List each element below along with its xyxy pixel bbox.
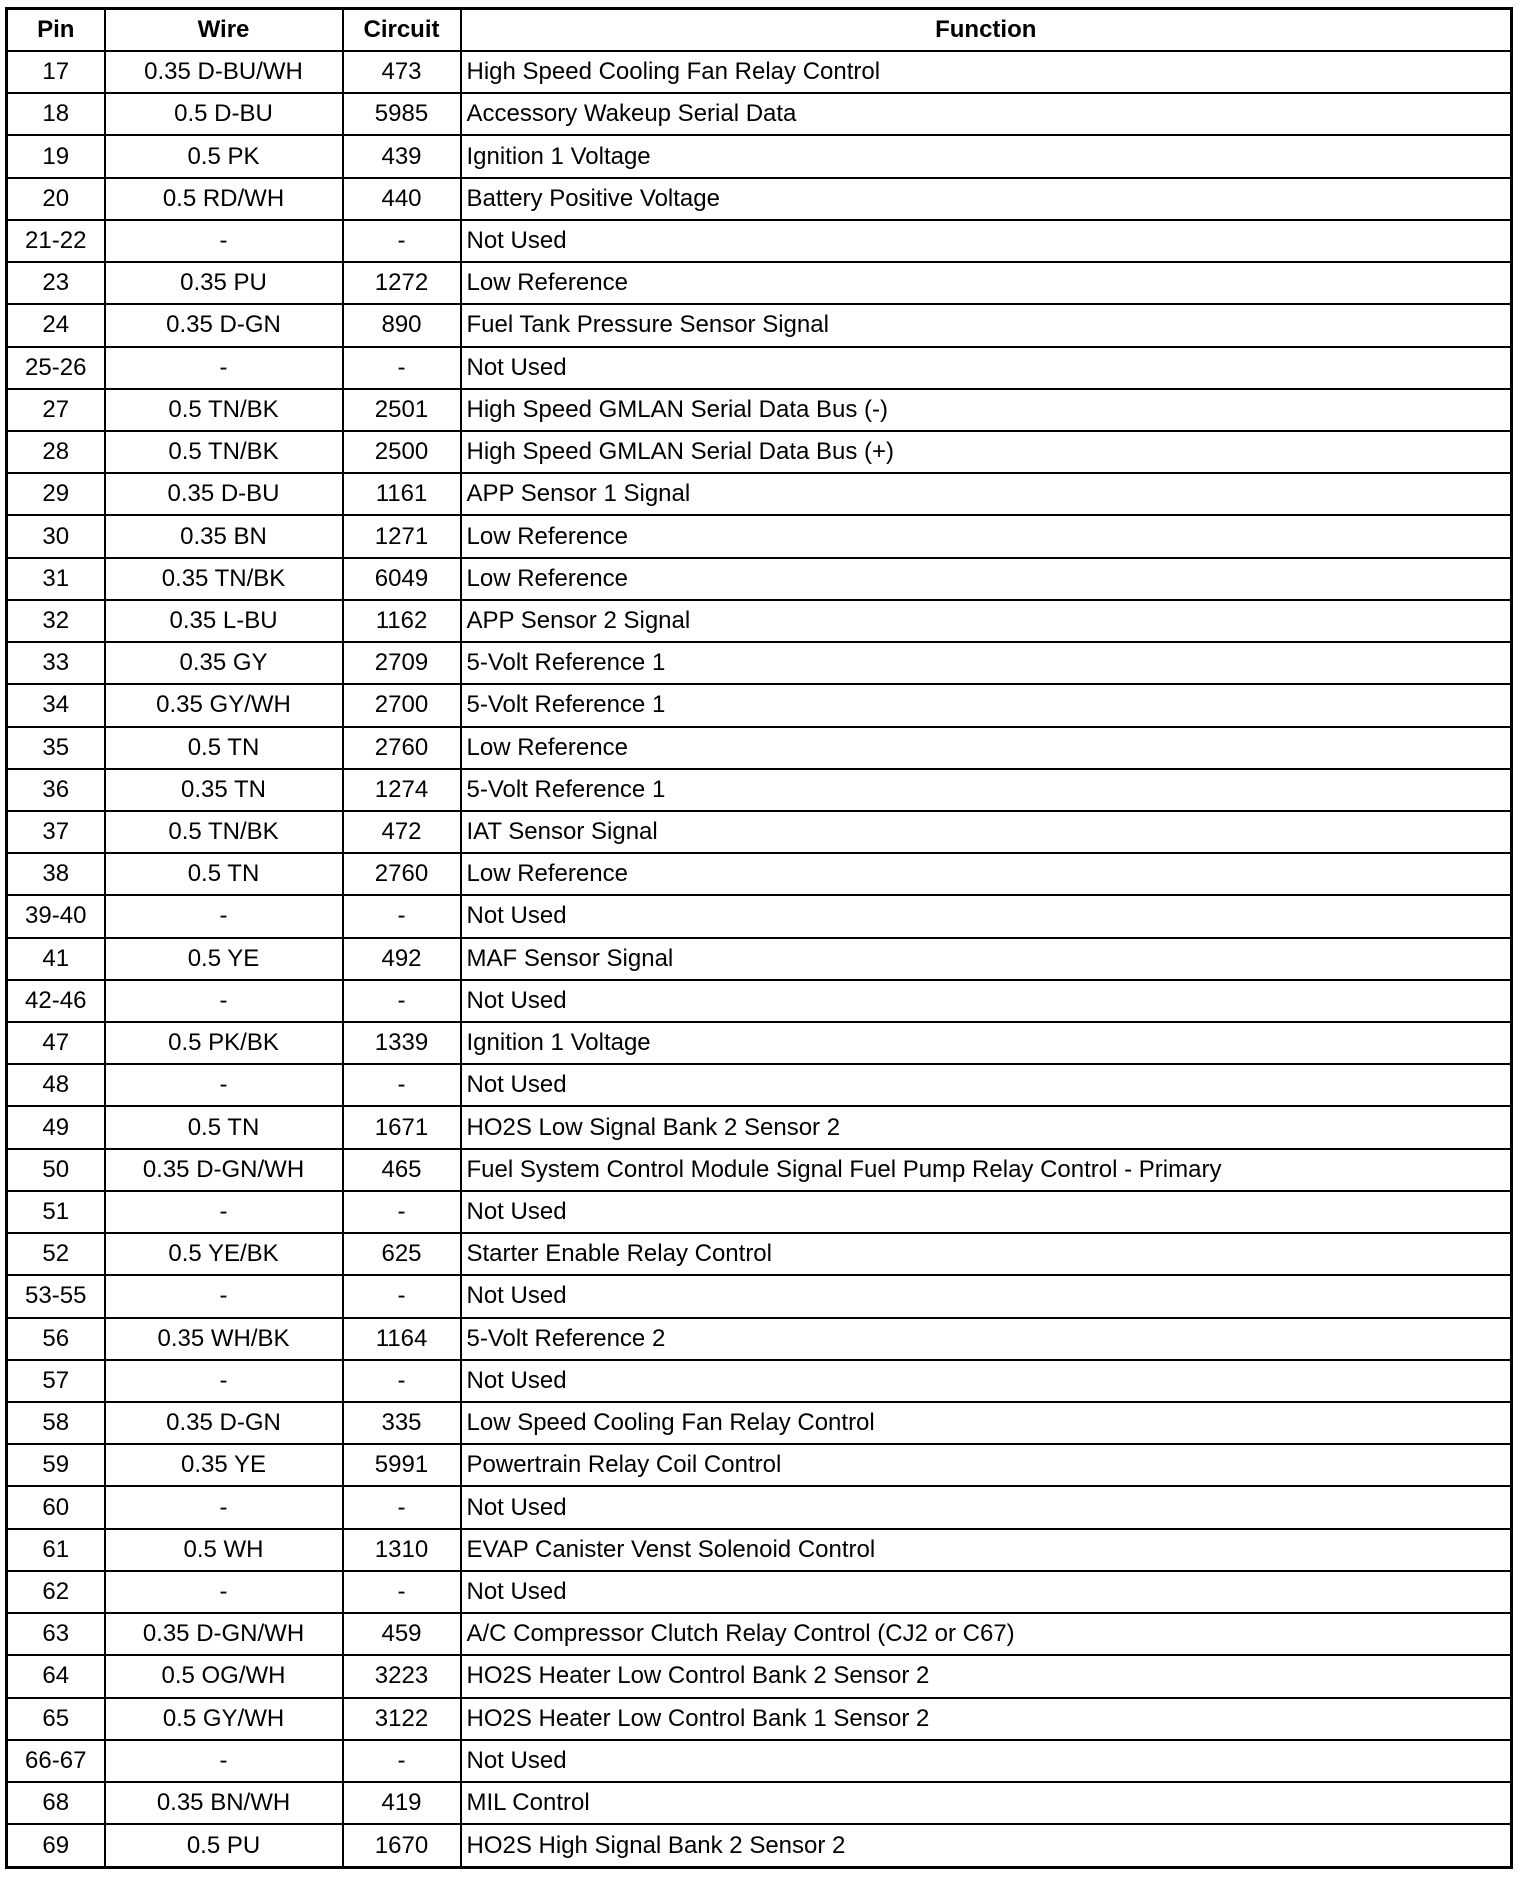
function-cell: Low Reference — [461, 727, 1512, 769]
wire-cell: 0.35 D-GN/WH — [105, 1149, 343, 1191]
function-cell: Accessory Wakeup Serial Data — [461, 93, 1512, 135]
circuit-cell: - — [343, 220, 461, 262]
function-cell: Ignition 1 Voltage — [461, 135, 1512, 177]
pin-cell: 20 — [7, 178, 105, 220]
circuit-cell: 890 — [343, 304, 461, 346]
pin-cell: 28 — [7, 431, 105, 473]
table-row — [7, 558, 1512, 600]
pin-cell: 21-22 — [7, 220, 105, 262]
circuit-cell: - — [343, 1571, 461, 1613]
function-cell: High Speed GMLAN Serial Data Bus (-) — [461, 389, 1512, 431]
pin-cell: 19 — [7, 135, 105, 177]
pin-cell: 60 — [7, 1486, 105, 1528]
wire-cell: 0.5 YE/BK — [105, 1233, 343, 1275]
table-row — [7, 515, 1512, 557]
wire-cell: 0.5 TN — [105, 853, 343, 895]
wire-cell: 0.5 TN/BK — [105, 431, 343, 473]
header-pin: Pin — [7, 9, 105, 52]
table-row — [7, 473, 1512, 515]
wire-cell: 0.5 TN — [105, 1106, 343, 1148]
wire-cell: 0.5 TN — [105, 727, 343, 769]
wire-cell: 0.35 GY — [105, 642, 343, 684]
pin-cell: 62 — [7, 1571, 105, 1613]
function-cell: Low Reference — [461, 262, 1512, 304]
circuit-cell: 335 — [343, 1402, 461, 1444]
table-row — [7, 1486, 1512, 1528]
wire-cell: 0.35 GY/WH — [105, 684, 343, 726]
table-row — [7, 51, 1512, 93]
wire-cell: - — [105, 895, 343, 937]
table-row — [7, 1318, 1512, 1360]
function-cell: EVAP Canister Venst Solenoid Control — [461, 1529, 1512, 1571]
function-cell: Fuel System Control Module Signal Fuel Pump Relay Control - Primary — [461, 1149, 1512, 1191]
function-cell: High Speed Cooling Fan Relay Control — [461, 51, 1512, 93]
wire-cell: - — [105, 220, 343, 262]
function-cell: Not Used — [461, 1360, 1512, 1402]
table-row — [7, 1613, 1512, 1655]
wire-cell: 0.5 PK — [105, 135, 343, 177]
circuit-cell: 1164 — [343, 1318, 461, 1360]
pin-cell: 59 — [7, 1444, 105, 1486]
circuit-cell: 1162 — [343, 600, 461, 642]
wire-cell: 0.5 WH — [105, 1529, 343, 1571]
function-cell: 5-Volt Reference 1 — [461, 642, 1512, 684]
function-cell: Low Speed Cooling Fan Relay Control — [461, 1402, 1512, 1444]
circuit-cell: - — [343, 1486, 461, 1528]
wire-cell: - — [105, 1191, 343, 1233]
function-cell: APP Sensor 1 Signal — [461, 473, 1512, 515]
function-cell: Starter Enable Relay Control — [461, 1233, 1512, 1275]
table-row — [7, 1149, 1512, 1191]
circuit-cell: - — [343, 895, 461, 937]
wire-cell: - — [105, 1486, 343, 1528]
circuit-cell: 440 — [343, 178, 461, 220]
pin-cell: 30 — [7, 515, 105, 557]
pin-cell: 48 — [7, 1064, 105, 1106]
table-row — [7, 178, 1512, 220]
function-cell: HO2S Low Signal Bank 2 Sensor 2 — [461, 1106, 1512, 1148]
table-row — [7, 684, 1512, 726]
wire-cell: - — [105, 347, 343, 389]
wire-cell: 0.5 D-BU — [105, 93, 343, 135]
circuit-cell: 2760 — [343, 853, 461, 895]
table-row — [7, 600, 1512, 642]
pin-cell: 47 — [7, 1022, 105, 1064]
pin-cell: 33 — [7, 642, 105, 684]
circuit-cell: 6049 — [343, 558, 461, 600]
function-cell: MIL Control — [461, 1782, 1512, 1824]
pin-cell: 35 — [7, 727, 105, 769]
header-circuit: Circuit — [343, 9, 461, 52]
pin-cell: 24 — [7, 304, 105, 346]
circuit-cell: - — [343, 1360, 461, 1402]
wire-cell: 0.5 PK/BK — [105, 1022, 343, 1064]
function-cell: Not Used — [461, 895, 1512, 937]
table-row — [7, 389, 1512, 431]
pin-cell: 66-67 — [7, 1740, 105, 1782]
function-cell: Powertrain Relay Coil Control — [461, 1444, 1512, 1486]
wire-cell: 0.35 D-BU/WH — [105, 51, 343, 93]
pin-cell: 68 — [7, 1782, 105, 1824]
table-row — [7, 304, 1512, 346]
pin-cell: 17 — [7, 51, 105, 93]
table-row — [7, 93, 1512, 135]
wire-cell: - — [105, 1360, 343, 1402]
table-row — [7, 811, 1512, 853]
pin-cell: 31 — [7, 558, 105, 600]
table-row — [7, 431, 1512, 473]
table-row — [7, 347, 1512, 389]
table-row — [7, 980, 1512, 1022]
circuit-cell: 2500 — [343, 431, 461, 473]
pin-cell: 61 — [7, 1529, 105, 1571]
pin-cell: 27 — [7, 389, 105, 431]
table-row — [7, 1064, 1512, 1106]
circuit-cell: 1274 — [343, 769, 461, 811]
connector-pinout-table — [5, 7, 1513, 1869]
pin-cell: 63 — [7, 1613, 105, 1655]
pin-cell: 18 — [7, 93, 105, 135]
wire-cell: 0.35 L-BU — [105, 600, 343, 642]
table-row — [7, 1655, 1512, 1697]
circuit-cell: - — [343, 1740, 461, 1782]
function-cell: 5-Volt Reference 2 — [461, 1318, 1512, 1360]
table-row — [7, 1233, 1512, 1275]
circuit-cell: - — [343, 1191, 461, 1233]
circuit-cell: 2709 — [343, 642, 461, 684]
circuit-cell: 5985 — [343, 93, 461, 135]
circuit-cell: 419 — [343, 1782, 461, 1824]
table-row — [7, 1824, 1512, 1867]
wire-cell: 0.35 YE — [105, 1444, 343, 1486]
pin-cell: 34 — [7, 684, 105, 726]
wire-cell: 0.35 D-BU — [105, 473, 343, 515]
function-cell: Not Used — [461, 1740, 1512, 1782]
function-cell: Low Reference — [461, 558, 1512, 600]
wire-cell: - — [105, 1064, 343, 1106]
pin-cell: 58 — [7, 1402, 105, 1444]
wire-cell: 0.35 BN/WH — [105, 1782, 343, 1824]
pin-cell: 39-40 — [7, 895, 105, 937]
pin-cell: 49 — [7, 1106, 105, 1148]
wire-cell: 0.5 TN/BK — [105, 811, 343, 853]
circuit-cell: 3223 — [343, 1655, 461, 1697]
table-row — [7, 1402, 1512, 1444]
table-row — [7, 1360, 1512, 1402]
circuit-cell: 1310 — [343, 1529, 461, 1571]
table-row — [7, 1782, 1512, 1824]
pin-cell: 52 — [7, 1233, 105, 1275]
function-cell: Low Reference — [461, 515, 1512, 557]
function-cell: Not Used — [461, 1571, 1512, 1613]
function-cell: HO2S Heater Low Control Bank 2 Sensor 2 — [461, 1655, 1512, 1697]
pin-cell: 29 — [7, 473, 105, 515]
table-row — [7, 135, 1512, 177]
function-cell: 5-Volt Reference 1 — [461, 684, 1512, 726]
table-row — [7, 895, 1512, 937]
circuit-cell: 459 — [343, 1613, 461, 1655]
pin-cell: 25-26 — [7, 347, 105, 389]
table-row — [7, 262, 1512, 304]
pin-cell: 23 — [7, 262, 105, 304]
wire-cell: - — [105, 1740, 343, 1782]
pin-cell: 53-55 — [7, 1275, 105, 1317]
table-row — [7, 938, 1512, 980]
wire-cell: 0.5 GY/WH — [105, 1698, 343, 1740]
pin-cell: 56 — [7, 1318, 105, 1360]
wire-cell: 0.35 PU — [105, 262, 343, 304]
wire-cell: 0.35 D-GN — [105, 304, 343, 346]
function-cell: Not Used — [461, 220, 1512, 262]
table-row — [7, 1191, 1512, 1233]
function-cell: High Speed GMLAN Serial Data Bus (+) — [461, 431, 1512, 473]
table-row — [7, 853, 1512, 895]
header-wire: Wire — [105, 9, 343, 52]
pin-cell: 57 — [7, 1360, 105, 1402]
pin-cell: 38 — [7, 853, 105, 895]
function-cell: Ignition 1 Voltage — [461, 1022, 1512, 1064]
wire-cell: 0.35 WH/BK — [105, 1318, 343, 1360]
function-cell: MAF Sensor Signal — [461, 938, 1512, 980]
function-cell: APP Sensor 2 Signal — [461, 600, 1512, 642]
wire-cell: 0.35 D-GN/WH — [105, 1613, 343, 1655]
pin-cell: 36 — [7, 769, 105, 811]
wire-cell: - — [105, 980, 343, 1022]
circuit-cell: 473 — [343, 51, 461, 93]
function-cell: Not Used — [461, 1275, 1512, 1317]
circuit-cell: 2501 — [343, 389, 461, 431]
circuit-cell: 5991 — [343, 1444, 461, 1486]
circuit-cell: - — [343, 1064, 461, 1106]
circuit-cell: 472 — [343, 811, 461, 853]
function-cell: A/C Compressor Clutch Relay Control (CJ2 or C67) — [461, 1613, 1512, 1655]
pin-cell: 41 — [7, 938, 105, 980]
wire-cell: 0.5 PU — [105, 1824, 343, 1867]
circuit-cell: - — [343, 347, 461, 389]
wire-cell: 0.5 OG/WH — [105, 1655, 343, 1697]
function-cell: Fuel Tank Pressure Sensor Signal — [461, 304, 1512, 346]
table-row — [7, 1698, 1512, 1740]
wire-cell: 0.5 YE — [105, 938, 343, 980]
function-cell: Not Used — [461, 1191, 1512, 1233]
table-row — [7, 220, 1512, 262]
circuit-cell: 1670 — [343, 1824, 461, 1867]
function-cell: Not Used — [461, 1064, 1512, 1106]
function-cell: HO2S Heater Low Control Bank 1 Sensor 2 — [461, 1698, 1512, 1740]
wire-cell: - — [105, 1275, 343, 1317]
wire-cell: 0.5 TN/BK — [105, 389, 343, 431]
function-cell: IAT Sensor Signal — [461, 811, 1512, 853]
circuit-cell: - — [343, 980, 461, 1022]
table-row — [7, 1022, 1512, 1064]
table-body — [7, 51, 1512, 1868]
pin-cell: 42-46 — [7, 980, 105, 1022]
circuit-cell: 465 — [343, 1149, 461, 1191]
circuit-cell: 2760 — [343, 727, 461, 769]
pin-cell: 51 — [7, 1191, 105, 1233]
function-cell: Battery Positive Voltage — [461, 178, 1512, 220]
table-row — [7, 1529, 1512, 1571]
circuit-cell: 1161 — [343, 473, 461, 515]
table-row — [7, 1444, 1512, 1486]
table-row — [7, 1106, 1512, 1148]
pin-cell: 37 — [7, 811, 105, 853]
wire-cell: 0.35 D-GN — [105, 1402, 343, 1444]
table-header-row — [7, 9, 1512, 52]
wire-cell: 0.35 TN/BK — [105, 558, 343, 600]
table-row — [7, 727, 1512, 769]
circuit-cell: 3122 — [343, 1698, 461, 1740]
pin-cell: 50 — [7, 1149, 105, 1191]
function-cell: Low Reference — [461, 853, 1512, 895]
circuit-cell: 1272 — [343, 262, 461, 304]
table-row — [7, 1740, 1512, 1782]
table-row — [7, 769, 1512, 811]
circuit-cell: 2700 — [343, 684, 461, 726]
table-row — [7, 642, 1512, 684]
header-function: Function — [461, 9, 1512, 52]
circuit-cell: 1339 — [343, 1022, 461, 1064]
pin-cell: 64 — [7, 1655, 105, 1697]
circuit-cell: 625 — [343, 1233, 461, 1275]
pin-cell: 32 — [7, 600, 105, 642]
wire-cell: 0.5 RD/WH — [105, 178, 343, 220]
circuit-cell: 1671 — [343, 1106, 461, 1148]
function-cell: 5-Volt Reference 1 — [461, 769, 1512, 811]
function-cell: Not Used — [461, 980, 1512, 1022]
wire-cell: - — [105, 1571, 343, 1613]
pin-cell: 69 — [7, 1824, 105, 1867]
table-row — [7, 1275, 1512, 1317]
circuit-cell: 439 — [343, 135, 461, 177]
pin-cell: 65 — [7, 1698, 105, 1740]
table-row — [7, 1571, 1512, 1613]
function-cell: HO2S High Signal Bank 2 Sensor 2 — [461, 1824, 1512, 1867]
function-cell: Not Used — [461, 347, 1512, 389]
circuit-cell: - — [343, 1275, 461, 1317]
circuit-cell: 492 — [343, 938, 461, 980]
wire-cell: 0.35 BN — [105, 515, 343, 557]
wire-cell: 0.35 TN — [105, 769, 343, 811]
circuit-cell: 1271 — [343, 515, 461, 557]
function-cell: Not Used — [461, 1486, 1512, 1528]
